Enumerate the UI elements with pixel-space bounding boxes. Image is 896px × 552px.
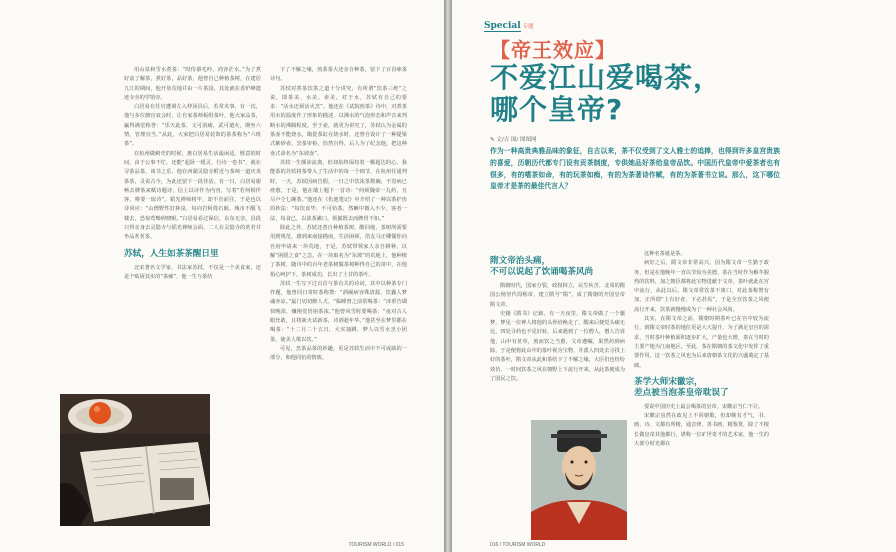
paragraph: 这种名茶就是茶。 <box>644 251 686 257</box>
pen-icon: ✎ <box>490 137 495 143</box>
section-heading-sui <box>490 256 625 278</box>
section-heading-su-shi: 苏轼，人生如茶茶醒日里 <box>124 248 219 259</box>
paragraph: 北宋著名文学家、书法家苏轼，不仅是一个美食家，还是个贴厨其实的“茶痴”，他一生与茶结 <box>124 264 261 280</box>
left-page <box>0 0 444 552</box>
paragraph: 隋朝时代，国家分裂，政权林立，民生疾苦，北周的隋国公杨坚代周称帝，建立隋号“隋”，成了隋朝的开国皇帝隋文帝。 <box>490 283 625 308</box>
left-column-2 <box>270 66 407 364</box>
tea-and-book-photo <box>60 394 210 526</box>
paragraph: 苏轼对煮茶饮茶之道十分讲究，有所谓“饮茶三绝”之说，即茶美、水美、壶美。对于水，苏轼有自己的要求：“活水还须活火烹”。他还在《试院煎茶》诗中，对煮茶用水的温度作了形象的描述，以沸水的气泡形态和声音来判断水的沸腾程度。至于壶，就更为讲究了，苏轼认为金属的茶壶不能烧水，陶瓷茶缸在烧水时，还曾自设计了一种提梁式紫砂壶，烹茶审检，恰然自得，后人为了纪念他，把这种壶式命名为“东坡壶”。 <box>270 85 407 157</box>
right-column-1 <box>490 250 625 384</box>
byline <box>490 135 537 143</box>
section-heading-line: 隋文帝治头痛， <box>490 256 551 266</box>
section-heading-line: 差点被当泡茶皇帝耽误了 <box>634 387 729 398</box>
paragraph: 苏轼一生颠沛流离，但却始终保持着一颗超达的心，我能茶的苏轼将茶带入了生活中的每一个细节，在杭州任通判时，一天，苏轼因病告假，一日之中饮浓茶数碗，不觉病已痊愈，于是，他在墙上题下一首诗：“何须魏帝一丸药，且尽卢仝七碗茶。”他还在《仇池笔记》中介绍了一种以茶护齿的妙法：“每饮食毕，不可妨茶，然嗽中微入不少，客者一法，每食已，以浓茶漱口，烦腻既去而脾胃不知。” <box>270 159 407 222</box>
main-title <box>490 62 790 126</box>
emperor-portrait <box>531 420 627 540</box>
paragraph: 要说中国历史上最会喝茶的皇帝，宋徽宗当仁不让。 <box>644 403 764 410</box>
paragraph: 白居易在任官遭调左入仲汤县后，若常夹事，有一次，他与多位朝官衰会时，让自家茶师板组茶叶，他大家品茶，赢得满堂称誉：“乐天此茶，文可消痛，武可遣火，期坐六情，管理宜当。”从此，大家把白居易装饰的茶茶称为“六班茶”。 <box>124 104 261 148</box>
lead-paragraph: 作为一种高贵典雅品味的象征，自古以来，茶不仅受到了文人雅士的追捧，也得到许多皇宫贵族的喜爱，历朝历代都专门设有贡茶制度，专供她品好茶给皇帝品饮。中国历代皇帝中爱茶者也有很多，有的嗜茶如命，有的玩茶如痴，有的为茶著诗作赋，有的为茶著书立说。那么，这下哪位皇帝才是茶的最佳代言人？ <box>490 147 780 191</box>
paragraph: 除此之外，苏轼还善自种植茶树，酸回地，茶树所需要用到规范，感到来南接描南，生活困顿，箔友马正卿懦你向官府申请来一块荒地，于是，苏轼带领家人亲自耕种，以解“困匮之食”之急。在一块取名为“东坡”的荒地上，他种植了茶树，随诗中的百年老茶树做茶树种得自己的苗中，在他指心呵护下，茶树成功，长出了土甘的茶叶。 <box>270 225 407 278</box>
book-gutter <box>444 0 452 552</box>
left-column-1 <box>124 66 261 282</box>
section-heading-line: 不可以说起了饮诵喝茶风尚 <box>490 267 594 277</box>
kicker-title: 【帝王效应】 <box>490 38 616 62</box>
paragraph: 病好之后，隋文帝非常高兴，因为隋文帝一生勤于政务，但是在他晚年一直以节俭为美德，茶在当时作为解冬腥热的饮料，加之朝臣都将此宝物进献于文帝，茶叶就此在宫中流行，从此以后，隋文帝常饮茶不离口，对此茶称赞有加，正所谓“上有好者，下必甚焉”，于是全宫饮茶之风便流行开来，饮茶就慢慢成为了一种社会风尚。 <box>634 260 769 313</box>
paragraph: 苏轼一生写下过百首与茶有关的诗词，其中以种茶专门作题，他曾同日常时茶称赞：“酒阑病容殊清舔，饮囊人梦魂亦凉。”最门切切醉人犬，“临睡曾之前常喝茶：“沐垂告瑚快晚浓，赚袍觉悟宿茶浓。”他曾风雪时要喝茶：“夜对古人眼丝敢，且将新火试新茶，诗酒趁年华。”他甚至在梦里都在喝茶：“十二月二十五日，大实抽蹲，梦人以雪水烹小团茶，使美人歌以饮。” <box>270 280 407 343</box>
right-column-2 <box>634 250 769 449</box>
paragraph: 用山泉和雪水煮茶：“时侍幕毛吟，尚容茫水。”为了煮好前了解茶，煮好茶，品好茶，他曾自己种植茶树，在建居九江的期间，他开垦荒地并由一片茶园，其处就在香炉峰遗迹寺旁的学馆旁。 <box>124 67 261 101</box>
left-page-footer: TOURISM WORLD / 015 <box>348 542 404 548</box>
paragraph: 在杭州做刺史的时候，惠白居易生活最闲适、惬意的时间，由于公事不忙，还能“起卧一缓灵，行诗一卷书”，就在寻茶品茶，谈书之乐。他在西湖灵隐寺附近与茶师一道庆炎茶茶，灵说古今，为此还留下一段佳话。有一日，白居易谢畅去牌茶来赋诗题诗，信上以诗作为内容，写着“若何相伴客，啡要一取诗”。韬光禅师将牢，却不肯前往，于是也以诗回应：“山僧野性好林泉，每向岩阿倚石眠。城市不醒飞楼去，恐惊莺啭碍晓眠。”白居易看过保信，东东无奈，县段只得亲身去灵隐寺与韬光禅师会面，二人在灵隐寺的茗君并坐品茗茗茶。 <box>124 150 261 241</box>
paragraph: 可见，烹茶品茶的妙趣，更是苏轼生活中不可或缺的一部分，和他同伍的情致。 <box>270 345 407 362</box>
section-tag-en: Special <box>484 21 521 31</box>
right-page-footer: 016 / TOURISM WORLD <box>490 542 546 548</box>
section-heading-huizong <box>634 377 769 399</box>
byline-text: 文/吉 图/ 图图网 <box>496 137 537 143</box>
section-tag <box>484 13 534 32</box>
section-tag-cn: 专题 <box>522 24 534 30</box>
section-heading-line: 茶学大师宋徽宗， <box>634 376 703 387</box>
title-line-2: 哪个皇帝? <box>490 93 624 126</box>
paragraph: 其实，在隋文帝之前，隋朝时期茶叶已在宫中较为流行，到隋文帝时茶的地位更是大大提升，为了满足皇宫的需求，当时茶叶种植面积逐步扩大，产量也大增，茶在当时的主要产地为江南地区，至此，茶在隋朝的茶文化中发挥了重要作用，这一饮茶之风也为后来唐朝茶文化的兴盛奠定了基础。 <box>634 316 769 369</box>
title-line-1: 不爱江山爱喝茶， <box>490 61 723 94</box>
paragraph: 下了不解之缘，煎茶茶大还亲自种茶，留下了百首咏茶诗句。 <box>270 67 407 83</box>
paragraph: 宋徽宗虽然在政见上不同朝歌，但却颇有才气，书、画、诗、文都有所精，通音律，善书画，精鉴赏，除了不擅长做皇帝其他都行，堪称一位旷世奇才的艺术家，他一生的大部分时光都在 <box>634 413 769 448</box>
paragraph: 史籍《隋书》记载，有一天夜里，隋文帝做了一个噩梦，梦见一位神人将他的头骨给换走了，醒来后便觉头痛无比，四处寻药也不见好转，后来遇到了一位僧人，僧人告诉他，山中有茗草，煎而饮之当愈，文帝遵嘱，果然药到病除，于是便将此山中的茶叶视为宝物，并派人四处去寻找上好的茶叶，隋文帝从此和茶结下了不解之缘，大臣们也纷纷效仿，一时间饮茶之风在朝野上下流行开来，从此茶便成为了国民之饮。 <box>490 310 625 382</box>
